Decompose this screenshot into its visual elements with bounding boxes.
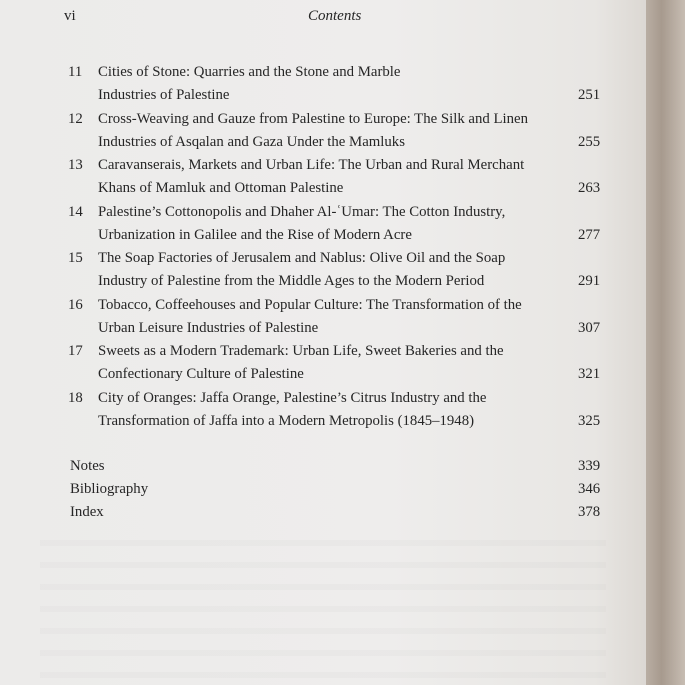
chapter-page: 307 bbox=[578, 319, 601, 336]
chapter-number: 12 bbox=[68, 110, 83, 127]
chapter-title-line: Urbanization in Galilee and the Rise of Modern Acre bbox=[98, 226, 412, 243]
toc-entry bbox=[0, 108, 646, 155]
chapter-title bbox=[98, 247, 568, 293]
chapter-page: 251 bbox=[578, 87, 601, 104]
page-folio: vi bbox=[64, 8, 76, 24]
chapter-title-line: Khans of Mamluk and Ottoman Palestine bbox=[98, 180, 344, 197]
back-matter-label: Index bbox=[70, 504, 104, 520]
chapter-title-line: Sweets as a Modern Trademark: Urban Life, Sweet Bakeries and the bbox=[98, 343, 504, 359]
toc-entry bbox=[0, 61, 646, 108]
chapter-title bbox=[98, 201, 568, 247]
toc-entry bbox=[0, 154, 646, 201]
chapter-title-line: Industries of Palestine bbox=[98, 87, 230, 104]
chapter-number: 15 bbox=[68, 250, 83, 266]
toc-entry bbox=[0, 201, 646, 248]
back-matter-page: 339 bbox=[578, 458, 601, 474]
chapter-title bbox=[98, 108, 568, 154]
chapter-title-line: Cross-Weaving and Gauze from Palestine to Europe: The Silk and Linen bbox=[98, 110, 529, 127]
chapter-title bbox=[98, 387, 568, 433]
toc-entry bbox=[0, 294, 646, 341]
chapter-title-line: Industries of Asqalan and Gaza Under the Mamluks bbox=[98, 133, 405, 150]
book-spine-edge bbox=[646, 0, 685, 685]
chapter-title-line: City of Oranges: Jaffa Orange, Palestine’s Citrus Industry and the bbox=[98, 389, 487, 406]
running-title: Contents bbox=[308, 8, 362, 24]
back-matter-label: Notes bbox=[70, 458, 105, 474]
toc-entry bbox=[0, 340, 646, 387]
chapter-number: 14 bbox=[68, 203, 83, 220]
chapter-title-line: Industry of Palestine from the Middle Ages to the Modern Period bbox=[98, 273, 485, 290]
chapter-title-line: Transformation of Jaffa into a Modern Metropolis (1845–1948) bbox=[98, 412, 475, 429]
chapter-page: 321 bbox=[578, 366, 601, 383]
chapter-page: 325 bbox=[578, 412, 601, 429]
back-matter-page: 378 bbox=[578, 504, 601, 520]
back-matter-entry bbox=[0, 478, 646, 501]
chapter-title-line: Urban Leisure Industries of Palestine bbox=[98, 319, 319, 336]
chapter-page: 255 bbox=[578, 133, 601, 150]
chapter-page: 291 bbox=[578, 273, 601, 290]
chapter-number: 11 bbox=[68, 64, 83, 80]
chapter-title-line: Palestine’s Cottonopolis and Dhaher Al-ʿUmar: The Cotton Industry, bbox=[98, 203, 506, 220]
toc-entry bbox=[0, 387, 646, 434]
chapter-title-line: Tobacco, Coffeehouses and Popular Culture: The Transformation of the bbox=[98, 296, 522, 313]
chapter-title bbox=[98, 340, 568, 386]
chapter-title-line: Cities of Stone: Quarries and the Stone and Marble bbox=[98, 64, 401, 80]
back-matter-entry bbox=[0, 455, 646, 478]
chapter-number: 17 bbox=[68, 343, 83, 359]
show-through-text bbox=[40, 540, 606, 680]
chapter-page: 263 bbox=[578, 180, 601, 197]
toc-entry bbox=[0, 247, 646, 294]
page-header bbox=[0, 8, 646, 30]
chapter-title-line: Confectionary Culture of Palestine bbox=[98, 366, 304, 383]
back-matter-label: Bibliography bbox=[70, 481, 149, 497]
chapter-title bbox=[98, 61, 568, 107]
back-matter bbox=[0, 455, 646, 524]
chapter-title bbox=[98, 154, 568, 200]
chapter-number: 13 bbox=[68, 157, 83, 173]
back-matter-entry bbox=[0, 501, 646, 524]
chapter-number: 18 bbox=[68, 389, 83, 406]
back-matter-page: 346 bbox=[578, 481, 601, 497]
table-of-contents bbox=[0, 61, 646, 433]
chapter-title bbox=[98, 294, 568, 340]
chapter-title-line: Caravanserais, Markets and Urban Life: The Urban and Rural Merchant bbox=[98, 157, 525, 173]
chapter-number: 16 bbox=[68, 296, 83, 313]
chapter-title-line: The Soap Factories of Jerusalem and Nablus: Olive Oil and the Soap bbox=[98, 250, 506, 266]
chapter-page: 277 bbox=[578, 226, 601, 243]
